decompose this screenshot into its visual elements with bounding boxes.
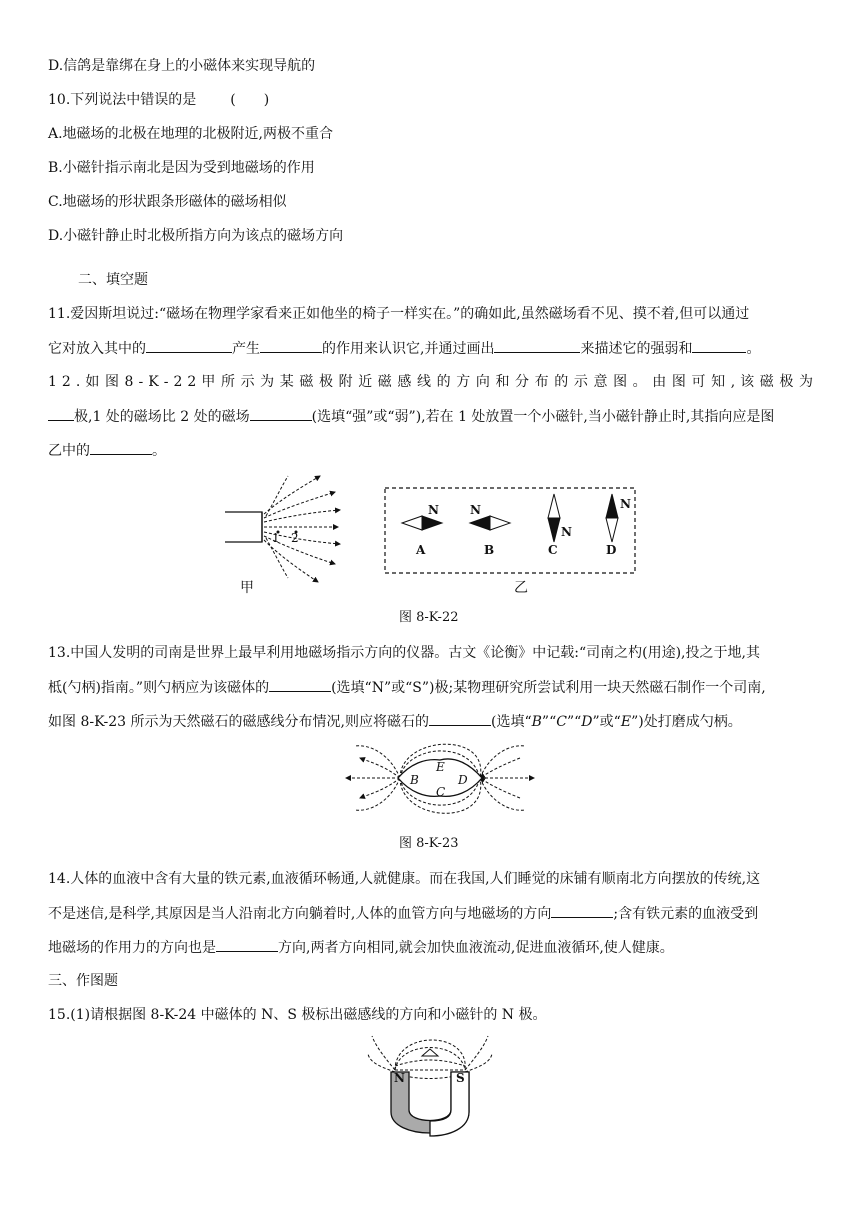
section-fill-in-title: 二、填空题 bbox=[78, 272, 148, 288]
q13-text-12: ”)处打磨成勺柄。 bbox=[631, 714, 742, 730]
q13-option-d: D bbox=[581, 714, 593, 730]
q14-blank-1[interactable] bbox=[551, 903, 613, 918]
q11-text-3: 的作用来认识它,并通过画出 bbox=[322, 341, 495, 357]
needle-c-north: N bbox=[561, 525, 572, 539]
q14-text-2: ;含有铁元素的血液受到 bbox=[613, 906, 759, 922]
needle-c-label: C bbox=[548, 543, 558, 557]
q13-text-6: ”“ bbox=[541, 714, 557, 730]
q11-blank-3[interactable] bbox=[494, 338, 580, 353]
q10-option-c: C.地磁场的形状跟条形磁体的磁场相似 bbox=[48, 194, 287, 210]
lodestone-point-e: E bbox=[436, 760, 445, 774]
point-2-label: 2 bbox=[291, 531, 299, 545]
q11-blank-1[interactable] bbox=[146, 338, 232, 353]
q11-blank-2[interactable] bbox=[260, 338, 322, 353]
q12-line1: 1 2 . 如 图 8 - K - 2 2 甲 所 示 为 某 磁 极 附 近 磁 感 线 的 方 向 和 分 布 的 示 意 图 。 由 图 可 知 , 该 磁 极 为 bbox=[48, 374, 813, 390]
figure-8-k-22-caption: 图 8-K-22 bbox=[399, 610, 459, 625]
q13-text-4: (选填“ bbox=[490, 714, 532, 730]
q13-line3 bbox=[48, 711, 742, 732]
q12-text-3: 乙中的 bbox=[48, 443, 90, 459]
q14-text-4: 方向,两者方向相同,就会加快血液流动,促进血液循环,使人健康。 bbox=[278, 940, 674, 956]
small-compass-needle bbox=[422, 1049, 438, 1056]
needle-a-north: N bbox=[428, 503, 439, 517]
q11-text-2: 产生 bbox=[232, 341, 260, 357]
q10-stem-text: 10.下列说法中错误的是 bbox=[48, 92, 197, 108]
needle-a bbox=[402, 516, 442, 530]
needle-d-label: D bbox=[606, 543, 617, 557]
u-magnet-field-lines bbox=[368, 1036, 492, 1079]
q14-text-3: 地磁场的作用力的方向也是 bbox=[48, 940, 216, 956]
q12-line3 bbox=[48, 440, 166, 461]
q15-line1: 15.(1)请根据图 8-K-24 中磁体的 N、S 极标出磁感线的方向和小磁针的 N 极。 bbox=[48, 1007, 547, 1023]
q11-text-4: 来描述它的强弱和 bbox=[580, 341, 693, 357]
q13-blank-1[interactable] bbox=[269, 677, 331, 692]
q13-line1: 13.中国人发明的司南是世界上最早利用地磁场指示方向的仪器。古文《论衡》中记载:“司南之杓(用途),投之于地,其 bbox=[48, 645, 760, 661]
q13-option-e: E bbox=[620, 714, 632, 730]
q14-line1: 14.人体的血液中含有大量的铁元素,血液循环畅通,人就健康。而在我国,人们睡觉的床铺有顺南北方向摆放的传统,这 bbox=[48, 871, 761, 887]
q11-text-1: 它对放入其中的 bbox=[48, 341, 146, 357]
q10-option-d: D.小磁针静止时北极所指方向为该点的磁场方向 bbox=[48, 228, 344, 244]
q13-text-3: 如图 8-K-23 所示为天然磁石的磁感线分布情况,则应将磁石的 bbox=[48, 714, 429, 730]
q10-stem bbox=[48, 90, 269, 110]
q12-blank-3[interactable] bbox=[90, 440, 152, 455]
figure-8-k-23 bbox=[0, 736, 860, 826]
q10-option-b: B.小磁针指示南北是因为受到地磁场的作用 bbox=[48, 160, 315, 176]
q12-line2 bbox=[48, 406, 774, 427]
q12-text-1: 极,1 处的磁场比 2 处的磁场 bbox=[74, 409, 250, 425]
needle-a-label: A bbox=[416, 543, 426, 557]
q11-line1: 11.爱因斯坦说过:“磁场在物理学家看来正如他坐的椅子一样实在。”的确如此,虽然磁场看不见、摸不着,但可以通过 bbox=[48, 306, 750, 322]
u-magnet-s-pole: S bbox=[456, 1071, 465, 1085]
figure-8-k-24-u-magnet bbox=[0, 1032, 860, 1152]
needle-c bbox=[548, 494, 560, 542]
figure-yi-label: 乙 bbox=[514, 580, 528, 596]
q13-text-1: 柢(勺柄)指南。”则勺柄应为该磁体的 bbox=[48, 680, 270, 696]
q9-option-d: D.信鸽是靠绑在身上的小磁体来实现导航的 bbox=[48, 58, 316, 74]
needle-d bbox=[606, 494, 618, 542]
q13-text-10: ”或“ bbox=[592, 714, 621, 730]
q11-text-5: 。 bbox=[746, 341, 761, 357]
q12-blank-2[interactable] bbox=[250, 406, 312, 421]
needle-b-label: B bbox=[484, 543, 495, 557]
lodestone-point-c: C bbox=[436, 785, 446, 799]
needle-d-north: N bbox=[620, 497, 631, 511]
needle-b-north: N bbox=[470, 503, 481, 517]
figure-8-k-23-caption: 图 8-K-23 bbox=[399, 836, 459, 851]
figure-jia-label: 甲 bbox=[240, 580, 254, 596]
section-drawing-title: 三、作图题 bbox=[48, 973, 118, 989]
q11-line2 bbox=[48, 338, 760, 359]
q14-text-1: 不是迷信,是科学,其原因是当人沿南北方向躺着时,人体的血管方向与地磁场的方向 bbox=[48, 906, 552, 922]
lodestone-point-d: D bbox=[458, 773, 468, 787]
q13-option-b: B bbox=[531, 714, 542, 730]
q14-line3 bbox=[48, 937, 674, 958]
q12-text-2: (选填“强”或“弱”),若在 1 处放置一个小磁针,当小磁针静止时,其指向应是图 bbox=[311, 409, 775, 425]
figure-8-k-22 bbox=[0, 470, 860, 600]
q13-option-c: C bbox=[556, 714, 567, 730]
point-1-label: 1 bbox=[272, 531, 280, 545]
q11-blank-4[interactable] bbox=[692, 338, 746, 353]
q10-answer-paren: ( ) bbox=[230, 92, 270, 108]
needle-b bbox=[470, 516, 510, 530]
q13-text-8: ”“ bbox=[566, 714, 582, 730]
q13-blank-2[interactable] bbox=[429, 711, 491, 726]
q13-line2 bbox=[48, 677, 766, 698]
lodestone-point-b: B bbox=[410, 773, 419, 787]
q13-text-2: (选填“N”或“S”)极;某物理研究所尝试利用一块天然磁石制作一个司南, bbox=[331, 680, 766, 696]
q14-line2 bbox=[48, 903, 758, 924]
q14-blank-2[interactable] bbox=[216, 937, 278, 952]
q12-blank-1[interactable] bbox=[48, 406, 74, 421]
figure-jia-field-lines bbox=[225, 476, 340, 582]
q12-text-4: 。 bbox=[152, 443, 166, 459]
u-magnet-n-pole: N bbox=[394, 1071, 405, 1085]
q10-option-a: A.地磁场的北极在地理的北极附近,两极不重合 bbox=[48, 126, 334, 142]
